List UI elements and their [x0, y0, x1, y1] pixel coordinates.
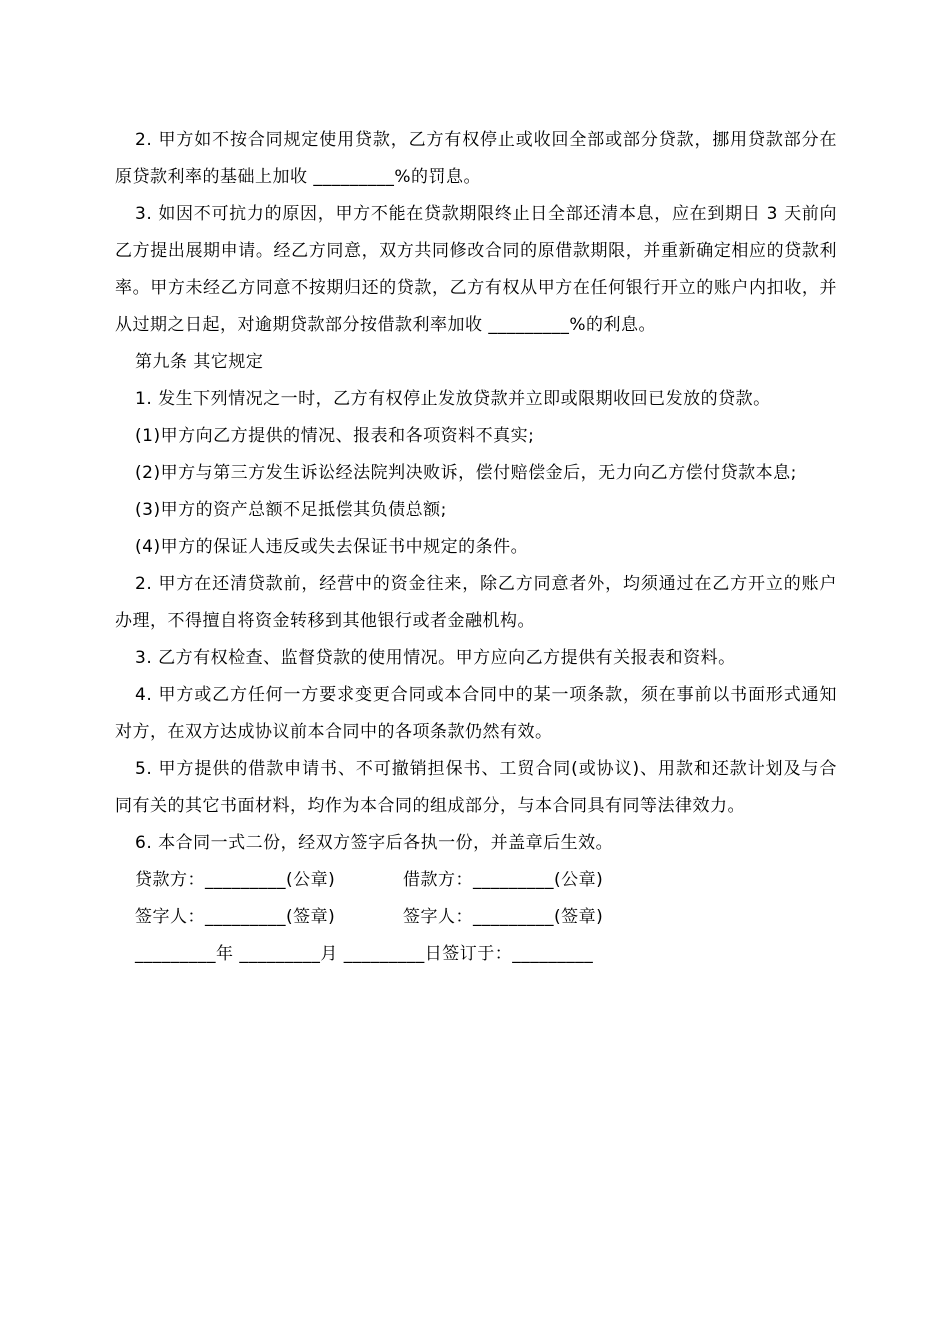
condition-1-untrue-info: (1)甲方向乙方提供的情况、报表和各项资料不真实; [135, 426, 535, 446]
condition-3-insolvency: (3)甲方的资产总额不足抵偿其负债总额; [135, 500, 447, 520]
clause-9-2-account: 2. 甲方在还清贷款前，经营中的资金往来，除乙方同意者外，均须通过在乙方开立的账户办理，不得擅自将资金转移到其他银行或者金融机构。 [115, 574, 837, 631]
article-9-heading: 第九条 其它规定 [135, 352, 264, 372]
condition-2-lawsuit: (2)甲方与第三方发生诉讼经法院判决败诉，偿付赔偿金后，无力向乙方偿付贷款本息; [135, 463, 797, 483]
signing-date-line: _________年 _________月 _________日签订于：_________ [135, 944, 594, 964]
condition-4-guarantor: (4)甲方的保证人违反或失去保证书中规定的条件。 [135, 537, 529, 557]
clause-9-1-recall-conditions: 1. 发生下列情况之一时，乙方有权停止发放贷款并立即或限期收回已发放的贷款。 [135, 389, 771, 409]
clause-9-5-attachments: 5. 甲方提供的借款申请书、不可撤销担保书、工贸合同(或协议)、用款和还款计划及与合同有关的其它书面材料，均作为本合同的组成部分，与本合同具有同等法律效力。 [115, 759, 837, 816]
clause-9-4-amendment: 4. 甲方或乙方任何一方要求变更合同或本合同中的某一项条款，须在事前以书面形式通知对方，在双方达成协议前本合同中的各项条款仍然有效。 [115, 685, 837, 742]
clause-9-3-supervision: 3. 乙方有权检查、监督贷款的使用情况。甲方应向乙方提供有关报表和资料。 [135, 648, 736, 668]
signature-row-parties [115, 862, 837, 899]
clause-8-2-penalty-interest: 2. 甲方如不按合同规定使用贷款，乙方有权停止或收回全部或部分贷款，挪用贷款部分在原贷款利率的基础上加收 _________%的罚息。 [115, 130, 837, 187]
clause-8-3-force-majeure: 3. 如因不可抗力的原因，甲方不能在贷款期限终止日全部还清本息，应在到期日 3 天前向乙方提出展期申请。经乙方同意，双方共同修改合同的原借款期限，并重新确定相应的贷款利率。甲方未经乙方同意不按期归还的贷款，乙方有权从甲方在任何银行开立的账户内扣收，并从过期之日起，对逾期贷款部分按借款利率加收 _________%的利息。 [115, 204, 837, 335]
clause-9-6-copies: 6. 本合同一式二份，经双方签字后各执一份，并盖章后生效。 [135, 833, 614, 853]
contract-body [115, 122, 837, 973]
lender-signer-line: 签字人：_________(签章) [135, 907, 336, 927]
borrower-seal-line: 借款方：_________(公章) [403, 870, 604, 890]
borrower-signer-line: 签字人：_________(签章) [403, 907, 604, 927]
lender-seal-line: 贷款方：_________(公章) [135, 870, 336, 890]
signature-row-signers [115, 899, 837, 936]
